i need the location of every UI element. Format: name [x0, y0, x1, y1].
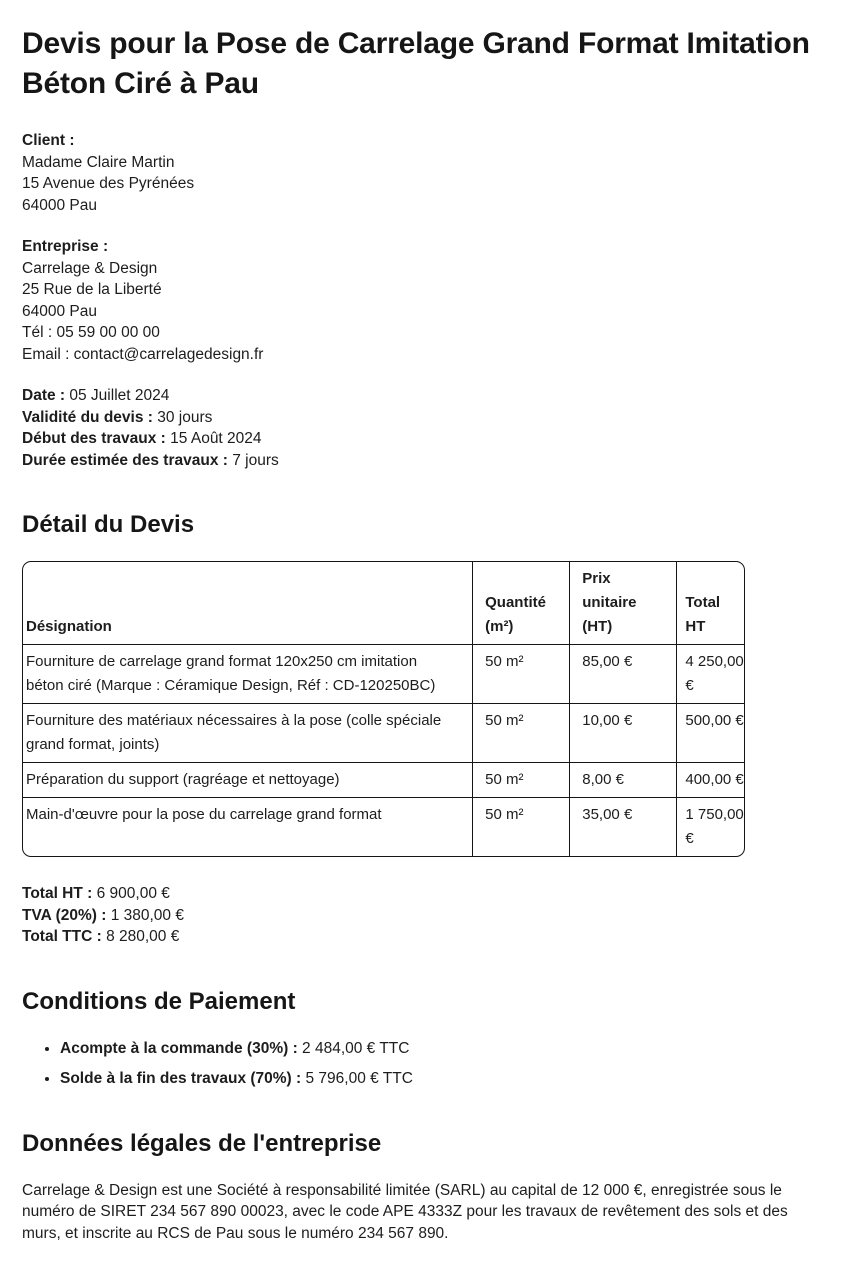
- company-phone: Tél : 05 59 00 00 00: [22, 324, 160, 341]
- meta-date: [22, 385, 826, 407]
- table-row: [23, 763, 744, 798]
- total-ttc-value: 8 280,00 €: [101, 928, 180, 945]
- meta-date-label: Date :: [22, 387, 66, 404]
- meta-duration-label: Durée estimée des travaux :: [22, 451, 228, 469]
- tva-value: 1 380,00 €: [106, 906, 184, 924]
- tva-line: [22, 905, 826, 927]
- company-street: 25 Rue de la Liberté: [22, 281, 162, 298]
- page-title: Devis pour la Pose de Carrelage Grand Format Imitation Béton Ciré à Pau: [22, 27, 810, 100]
- cell-designation: Main-d'œuvre pour la pose du carrelage grand format: [23, 798, 473, 857]
- meta-date-value: 05 Juillet 2024: [65, 387, 170, 404]
- payment-heading: Conditions de Paiement: [22, 987, 296, 1015]
- meta-duration-value: 7 jours: [227, 451, 279, 469]
- header-unit-price: Prix unitaire (HT): [570, 562, 677, 645]
- cell-designation: Préparation du support (ragréage et nettoyage): [23, 763, 473, 798]
- client-city: 64000 Pau: [22, 196, 97, 214]
- cell-designation: Fourniture de carrelage grand format 120x250 cm imitation béton ciré (Marque : Céramique Design, Réf : CD-120250BC): [23, 645, 473, 704]
- cell-unit-price: 8,00 €: [570, 763, 677, 798]
- payment-balance-value: 5 796,00 € TTC: [301, 1070, 413, 1087]
- client-block: [22, 130, 826, 216]
- total-ht-label: Total HT :: [22, 885, 93, 902]
- company-email: Email : contact@carrelagedesign.fr: [22, 345, 264, 363]
- cell-total-ht: 500,00 €: [685, 712, 744, 729]
- table-header-row: [23, 562, 744, 645]
- meta-validity: [22, 407, 826, 429]
- header-designation: Désignation: [23, 562, 473, 645]
- tva-label: TVA (20%) :: [22, 906, 107, 924]
- cell-quantity: 50 m²: [473, 763, 570, 798]
- cell-unit-price: 85,00 €: [570, 645, 677, 704]
- client-street: 15 Avenue des Pyrénées: [22, 175, 195, 192]
- cell-quantity: 50 m²: [473, 645, 570, 704]
- company-name: Carrelage & Design: [22, 259, 158, 277]
- meta-validity-value: 30 jours: [152, 408, 213, 426]
- quote-meta-block: [22, 385, 826, 471]
- company-city: 64000 Pau: [22, 302, 97, 320]
- payment-deposit-label: Acompte à la commande (30%) :: [60, 1039, 298, 1057]
- cell-quantity: 50 m²: [473, 704, 570, 763]
- total-ttc-line: [22, 926, 826, 948]
- meta-start-label: Début des travaux :: [22, 430, 166, 447]
- table-row: [23, 798, 744, 857]
- total-ttc-label: Total TTC :: [22, 928, 102, 945]
- header-total-ht: Total HT: [685, 594, 721, 635]
- payment-deposit-value: 2 484,00 € TTC: [297, 1039, 410, 1057]
- payment-item-balance: [60, 1068, 826, 1090]
- legal-paragraph: Carrelage & Design est une Société à responsabilité limitée (SARL) au capital de 12 000 €, enregistrée sous le numéro de SIRET 234 567 890 00023, avec le code APE 4333Z pour les travaux de revêtement des sols et des murs, et inscrite au RCS de Pau sous le numéro 234 567 890.: [22, 1181, 788, 1242]
- cell-designation: Fourniture des matériaux nécessaires à la pose (colle spéciale grand format, joints): [23, 704, 473, 763]
- cell-total-ht: 400,00 €: [685, 771, 744, 788]
- company-label: Entreprise :: [22, 238, 109, 255]
- company-block: [22, 236, 826, 365]
- payment-item-deposit: [60, 1038, 826, 1060]
- meta-validity-label: Validité du devis :: [22, 408, 153, 426]
- totals-block: [22, 883, 826, 948]
- total-ht-value: 6 900,00 €: [92, 885, 170, 902]
- header-quantity: Quantité (m²): [473, 562, 570, 645]
- table-row: [23, 645, 744, 704]
- detail-heading: Détail du Devis: [22, 511, 195, 538]
- meta-duration: [22, 450, 826, 472]
- cell-unit-price: 35,00 €: [570, 798, 677, 857]
- cell-total-ht: 4 250,00 €: [685, 653, 744, 694]
- meta-start: [22, 428, 826, 450]
- quote-table-container: [22, 561, 745, 857]
- cell-unit-price: 10,00 €: [570, 704, 677, 763]
- cell-total-ht: 1 750,00 €: [685, 806, 744, 847]
- quote-table: [23, 562, 744, 856]
- cell-quantity: 50 m²: [473, 798, 570, 857]
- payment-list: [22, 1038, 826, 1090]
- payment-balance-label: Solde à la fin des travaux (70%) :: [60, 1070, 302, 1087]
- client-name: Madame Claire Martin: [22, 153, 175, 171]
- meta-start-value: 15 Août 2024: [165, 430, 262, 447]
- total-ht-line: [22, 883, 826, 905]
- client-label: Client :: [22, 132, 75, 149]
- legal-heading: Données légales de l'entreprise: [22, 1129, 382, 1157]
- table-row: [23, 704, 744, 763]
